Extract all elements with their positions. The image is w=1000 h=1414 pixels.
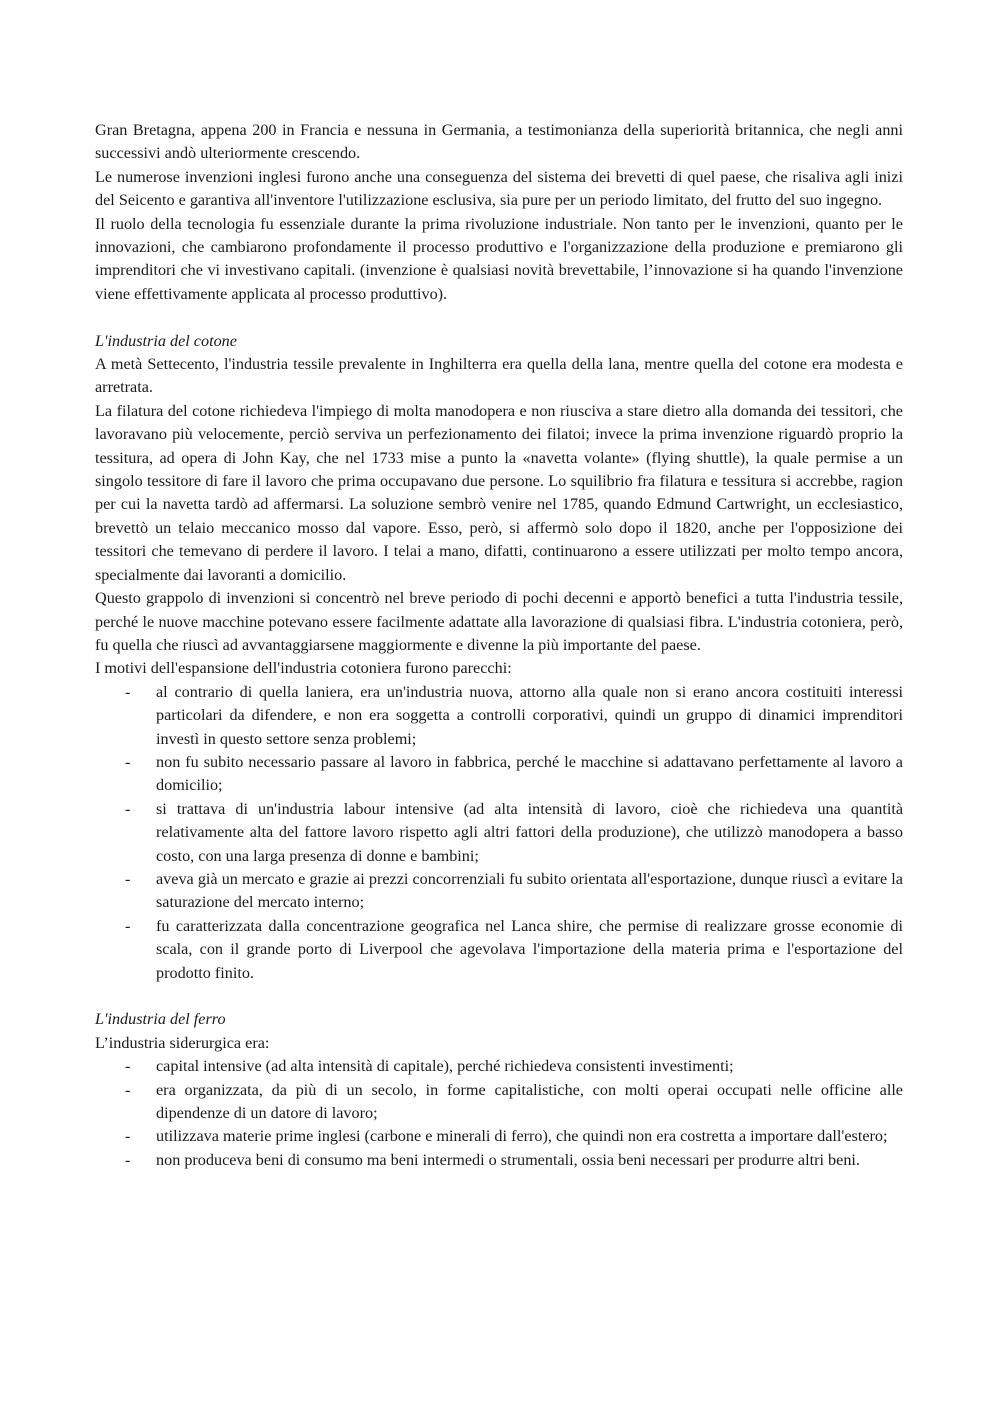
- list-item-text: non fu subito necessario passare al lavoro in fabbrica, perché le macchine si adattavano perfettamente al lavoro a domicilio;: [156, 752, 903, 795]
- list-item-text: era organizzata, da più di un secolo, in forme capitalistiche, con molti operai occupati nelle officine alle dipendenze di un datore di lavoro;: [156, 1080, 903, 1123]
- document-page: [95, 119, 903, 1172]
- list-item-text: al contrario di quella laniera, era un'industria nuova, attorno alla quale non si erano ancora costituiti interessi particolari da difendere, e non era soggetta a controlli corporativi, quindi un gruppo di dinamici imprenditori investì in questo settore senza problemi;: [156, 682, 903, 748]
- list-item-text: si trattava di un'industria labour intensive (ad alta intensità di lavoro, cioè che richiedeva una quantità relativamente alta del fattore lavoro rispetto agli altri fattori della produzione), che utilizzò manodopera a basso costo, con una larga presenza di donne e bambini;: [156, 799, 903, 865]
- paragraph: L’industria siderurgica era:: [95, 1033, 270, 1052]
- list-item-text: capital intensive (ad alta intensità di capitale), perché richiedeva consistenti investimenti;: [156, 1057, 734, 1076]
- list-item-text: utilizzava materie prime inglesi (carbone e minerali di ferro), che quindi non era costretta a importare dall'estero;: [156, 1127, 888, 1146]
- paragraph: A metà Settecento, l'industria tessile prevalente in Inghilterra era quella della lana, mentre quella del cotone era modesta e arretrata.: [95, 355, 903, 397]
- list-item: [95, 751, 903, 798]
- dash-bullet: -: [125, 1150, 131, 1169]
- paragraph: Gran Bretagna, appena 200 in Francia e nessuna in Germania, a testimonianza della superiorità britannica, che negli anni successivi andò ulteriormente crescendo.: [95, 121, 903, 163]
- dash-bullet: -: [125, 1057, 131, 1076]
- list-item: [95, 681, 903, 751]
- list-item: [95, 915, 903, 985]
- bullet-list-cotone: [95, 681, 903, 985]
- list-item: [95, 1125, 903, 1148]
- dash-bullet: -: [125, 799, 131, 818]
- list-item: [95, 868, 903, 915]
- paragraph: I motivi dell'espansione dell'industria cotoniera furono parecchi:: [95, 659, 512, 678]
- list-item: [95, 1149, 903, 1172]
- list-item-text: fu caratterizzata dalla concentrazione geografica nel Lanca shire, che permise di realizzare grosse economie di scala, con il grande porto di Liverpool che agevolava l'importazione della materia prima e l'esportazione del prodotto finito.: [156, 916, 903, 982]
- spacer: [95, 985, 903, 1008]
- dash-bullet: -: [125, 1127, 131, 1146]
- section-heading-cotone: L'industria del cotone: [95, 331, 237, 350]
- dash-bullet: -: [125, 916, 131, 935]
- section-heading-ferro: L'industria del ferro: [95, 1010, 226, 1029]
- list-item: [95, 1055, 903, 1078]
- list-item: [95, 798, 903, 868]
- paragraph: Il ruolo della tecnologia fu essenziale durante la prima rivoluzione industriale. Non tanto per le invenzioni, quanto per le innovazioni, che cambiarono profondamente il processo produttivo e l'organizzazione della produzione e premiarono gli imprenditori che vi investivano capitali. (invenzione è qualsiasi novità brevettabile, l’innovazione si ha quando l'invenzione viene effettivamente applicata al processo produttivo).: [95, 214, 903, 303]
- list-item-text: non produceva beni di consumo ma beni intermedi o strumentali, ossia beni necessari per produrre altri beni.: [156, 1150, 860, 1169]
- dash-bullet: -: [125, 752, 131, 771]
- list-item-text: aveva già un mercato e grazie ai prezzi concorrenziali fu subito orientata all'esportazione, dunque riuscì a evitare la saturazione del mercato interno;: [156, 869, 903, 912]
- paragraph: La filatura del cotone richiedeva l'impiego di molta manodopera e non riusciva a stare dietro alla domanda dei tessitori, che lavoravano più velocemente, perciò serviva un perfezionamento dei filatoi; invece la prima invenzione riguardò proprio la tessitura, ad opera di John Kay, che nel 1733 mise a punto la «navetta volante» (flying shuttle), la quale permise a un singolo tessitore di fare il lavoro che prima occupavano due persone. Lo squilibrio fra filatura e tessitura si accrebbe, ragion per cui la navetta tardò ad affermarsi. La soluzione sembrò venire nel 1785, quando Edmund Cartwright, un ecclesiastico, brevettò un telaio meccanico mosso dal vapore. Esso, però, si affermò solo dopo il 1820, anche per l'opposizione dei tessitori che temevano di perdere il lavoro. I telai a mano, difatti, continuarono a essere utilizzati per molto tempo ancora, specialmente dai lavoranti a domicilio.: [95, 401, 903, 584]
- dash-bullet: -: [125, 869, 131, 888]
- dash-bullet: -: [125, 682, 131, 701]
- paragraph: Le numerose invenzioni inglesi furono anche una conseguenza del sistema dei brevetti di quel paese, che risaliva agli inizi del Seicento e garantiva all'inventore l'utilizzazione esclusiva, sia pure per un periodo limitato, del frutto del suo ingegno.: [95, 167, 903, 210]
- paragraph: Questo grappolo di invenzioni si concentrò nel breve periodo di pochi decenni e apportò benefici a tutta l'industria tessile, perché le nuove macchine potevano essere facilmente adattate alla lavorazione di qualsiasi fibra. L'industria cotoniera, però, fu quella che riuscì ad avvantaggiarsene maggiormente e divenne la più importante del paese.: [95, 589, 903, 654]
- dash-bullet: -: [125, 1080, 131, 1099]
- spacer: [95, 306, 903, 329]
- list-item: [95, 1079, 903, 1126]
- bullet-list-ferro: [95, 1055, 903, 1172]
